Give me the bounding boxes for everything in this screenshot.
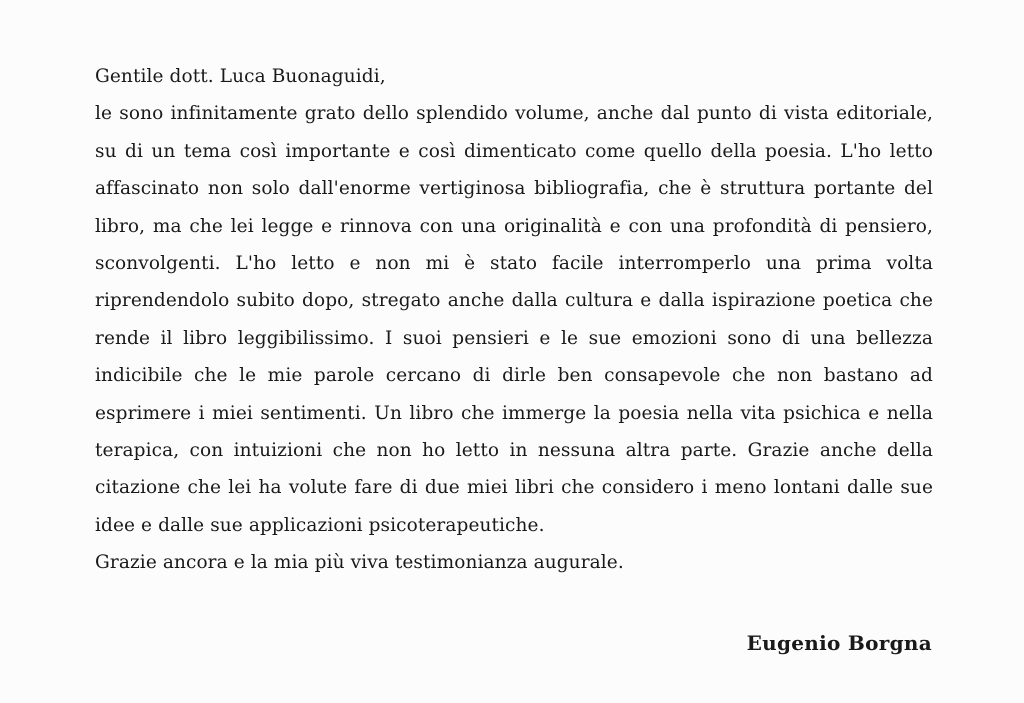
letter-body	[95, 58, 933, 581]
letter-line: affascinato non solo dall'enorme vertiginosa bibliografia, che è struttura portante del	[95, 178, 933, 200]
letter-line: rende il libro leggibilissimo. I suoi pensieri e le sue emozioni sono di una bellezza	[95, 327, 933, 349]
letter-line: sconvolgenti. L'ho letto e non mi è stato facile interromperlo una prima volta	[95, 252, 933, 274]
letter-line: citazione che lei ha volute fare di due miei libri che considero i meno lontani dalle sue	[95, 477, 933, 499]
letter-line: libro, ma che lei legge e rinnova con una originalità e con una profondità di pensiero,	[95, 215, 933, 237]
letter-closing: Grazie ancora e la mia più viva testimonianza augurale.	[95, 552, 624, 574]
letter-line: le sono infinitamente grato dello splendido volume, anche dal punto di vista editoriale,	[95, 103, 933, 125]
letter-line: su di un tema così importante e così dimenticato come quello della poesia. L'ho letto	[95, 140, 933, 162]
letter-line: riprendendolo subito dopo, stregato anche dalla cultura e dalla ispirazione poetica che	[95, 290, 933, 312]
letter-salutation: Gentile dott. Luca Buonaguidi,	[95, 66, 386, 87]
letter-line: indicibile che le mie parole cercano di dirle ben consapevole che non bastano ad	[95, 365, 933, 387]
letter-line: idee e dalle sue applicazioni psicoterapeutiche.	[95, 514, 545, 536]
letter-signature: Eugenio Borgna	[746, 631, 932, 655]
letter-line: terapica, con intuizioni che non ho letto in nessuna altra parte. Grazie anche della	[95, 439, 933, 461]
letter-line: esprimere i miei sentimenti. Un libro che immerge la poesia nella vita psichica e nella	[95, 402, 933, 424]
